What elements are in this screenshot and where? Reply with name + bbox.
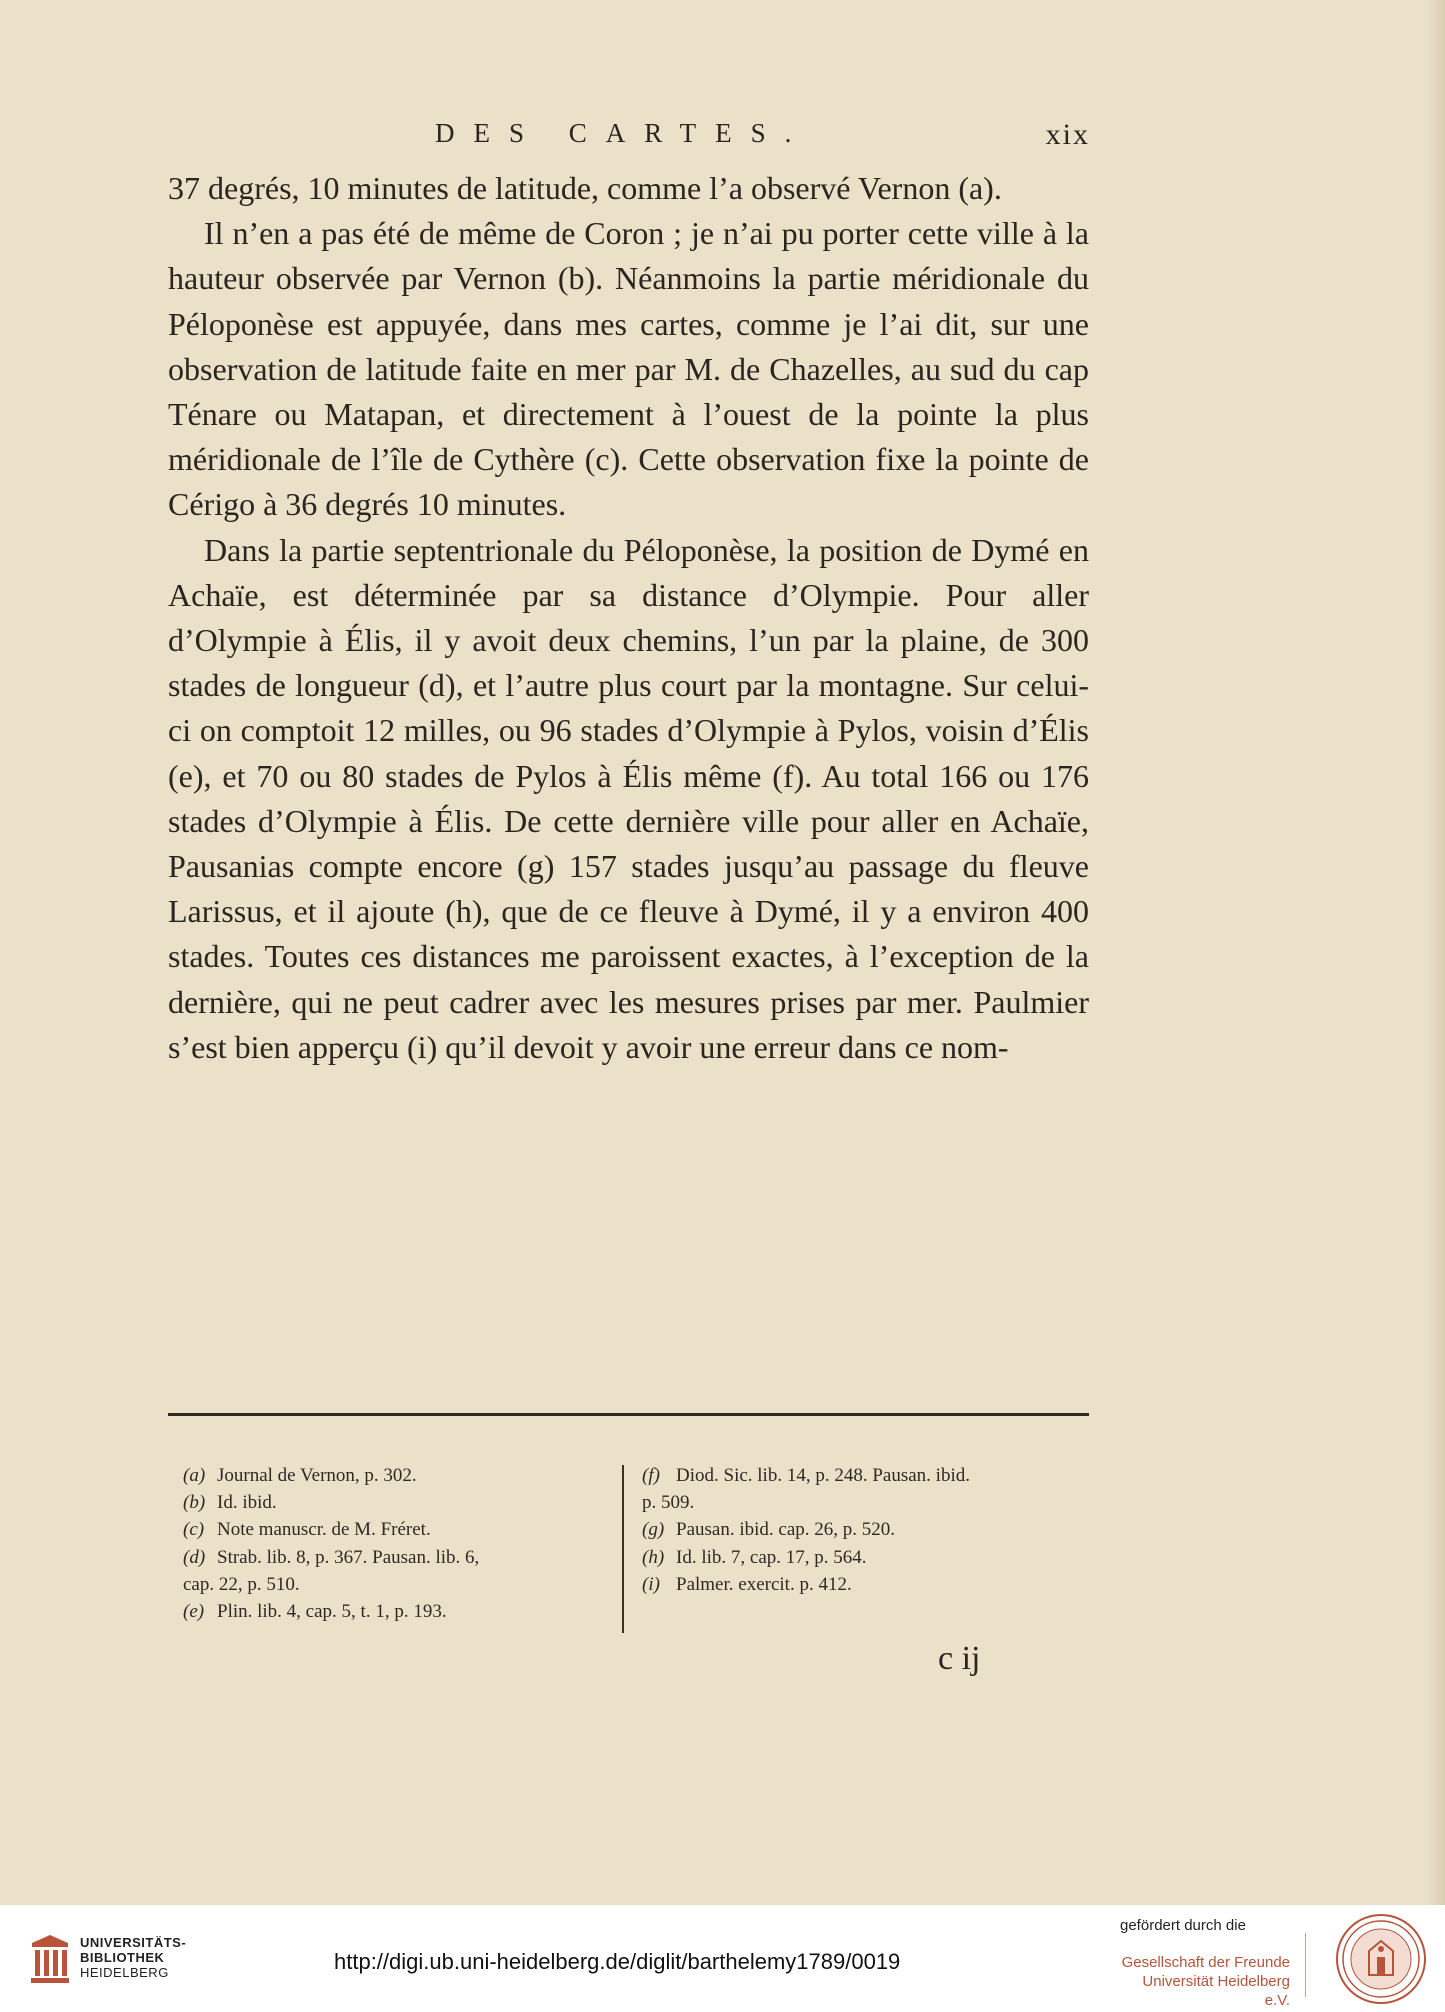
footnote-text: Pausan. ibid. cap. 26, p. 520.: [676, 1519, 896, 1541]
footnote-ref: (b): [183, 1492, 206, 1514]
footnote: [642, 1571, 1090, 1598]
library-name[interactable]: [80, 1935, 186, 1980]
footnote-ref: (i): [642, 1573, 660, 1595]
library-name-line: HEIDELBERG: [80, 1965, 169, 1980]
running-head: [435, 118, 1090, 158]
footnote: [183, 1544, 613, 1571]
footnote-continuation: [642, 1489, 1090, 1516]
library-name-line: UNIVERSITÄTS-: [80, 1935, 187, 1950]
footnote-ref: (f): [642, 1465, 660, 1486]
footnote: [642, 1516, 1090, 1543]
university-seal-icon[interactable]: [1335, 1913, 1427, 2005]
page-edge-shadow: [1427, 0, 1445, 1905]
main-text: [168, 166, 1089, 1070]
permalink-url[interactable]: http://digi.ub.uni-heidelberg.de/diglit/barthelemy1789/0019: [334, 1949, 901, 1974]
footnote-ref: (g): [642, 1519, 665, 1541]
page-number: xix: [1045, 118, 1090, 151]
footnote-ref: (a): [183, 1465, 206, 1486]
library-logo-icon[interactable]: [28, 1933, 72, 1985]
footnote: [642, 1544, 1090, 1571]
footnote-continuation: [183, 1571, 613, 1598]
sponsor-name[interactable]: [1118, 1953, 1290, 2010]
footnote-ref: (c): [183, 1519, 205, 1541]
footnote: [642, 1462, 1090, 1489]
footnote: [183, 1462, 613, 1489]
running-head-title: DES CARTES.: [435, 118, 811, 148]
footnote-ref: (h): [642, 1546, 665, 1568]
footnote-text: Journal de Vernon, p. 302.: [217, 1465, 417, 1486]
sponsor-divider: [1305, 1933, 1306, 1997]
footnote-text: p. 509.: [642, 1492, 695, 1514]
viewer-footer: [0, 1905, 1445, 2012]
footnote: [183, 1489, 613, 1516]
library-name-line: BIBLIOTHEK: [80, 1950, 165, 1965]
footnote-text: Plin. lib. 4, cap. 5, t. 1, p. 193.: [217, 1601, 447, 1623]
footnote-text: Diod. Sic. lib. 14, p. 248. Pausan. ibid.: [676, 1465, 970, 1486]
footnote-text: Id. lib. 7, cap. 17, p. 564.: [676, 1546, 867, 1568]
footnote-column-divider: [622, 1465, 624, 1633]
footnote-rule: [168, 1413, 1089, 1416]
sponsor-name-line: Gesellschaft der Freunde: [1121, 1954, 1290, 1971]
signature-mark: c ij: [938, 1640, 981, 1677]
footnote: [183, 1516, 613, 1543]
footnote-text: Palmer. exercit. p. 412.: [676, 1573, 852, 1595]
footnote-text: cap. 22, p. 510.: [183, 1573, 300, 1595]
sponsor-name-line: Universität Heidelberg e.V.: [1142, 1973, 1290, 2009]
paragraph-2: Il n’en a pas été de même de Coron ; je n’ai pu porter cette ville à la hauteur observée par Vernon (b). Néanmoins la partie méridionale du Péloponèse est appuyée, dans mes cartes, comme je l’ai dit, sur une observation de latitude faite en mer par M. de Chazelles, au sud du cap Ténare ou Matapan, et directement à l’ouest de la pointe la plus méridionale de l’île de Cythère (c). Cette observation fixe la pointe de Cérigo à 36 degrés 10 minutes.: [168, 215, 1089, 523]
paragraph-3: Dans la partie septentrionale du Péloponèse, la position de Dymé en Achaïe, est déterminée par sa distance d’Olympie. Pour aller d’Olympie à Élis, il y avoit deux chemins, l’un par la plaine, de 300 stades de longueur (d), et l’autre plus court par la montagne. Sur celui-ci on comptoit 12 milles, ou 96 stades d’Olympie à Pylos, voisin d’Élis (e), et 70 ou 80 stades de Pylos à Élis même (f). Au total 166 ou 176 stades d’Olympie à Élis. De cette dernière ville pour aller en Achaïe, Pausanias compte encore (g) 157 stades jusqu’au passage du fleuve Larissus, et il ajoute (h), que de ce fleuve à Dymé, il y a environ 400 stades. Toutes ces distances me paroissent exactes, à l’exception de la dernière, qui ne peut cadrer avec les mesures prises par mer. Paulmier s’est bien apperçu (i) qu’il devoit y avoir une erreur dans ce nom-: [168, 531, 1089, 1065]
footnotes-right-column: [642, 1462, 1090, 1598]
footnote-ref: (e): [183, 1601, 205, 1623]
footnote-ref: (d): [183, 1546, 206, 1568]
paragraph-1: 37 degrés, 10 minutes de latitude, comme l’a observé Vernon (a).: [168, 170, 1002, 206]
footnotes-left-column: [183, 1462, 613, 1625]
footnote: [183, 1598, 613, 1625]
footnote-text: Id. ibid.: [217, 1492, 277, 1514]
sponsor-note: gefördert durch die: [1120, 1917, 1246, 1934]
footnote-text: Strab. lib. 8, p. 367. Pausan. lib. 6,: [217, 1546, 480, 1568]
footnote-text: Note manuscr. de M. Fréret.: [217, 1519, 431, 1541]
